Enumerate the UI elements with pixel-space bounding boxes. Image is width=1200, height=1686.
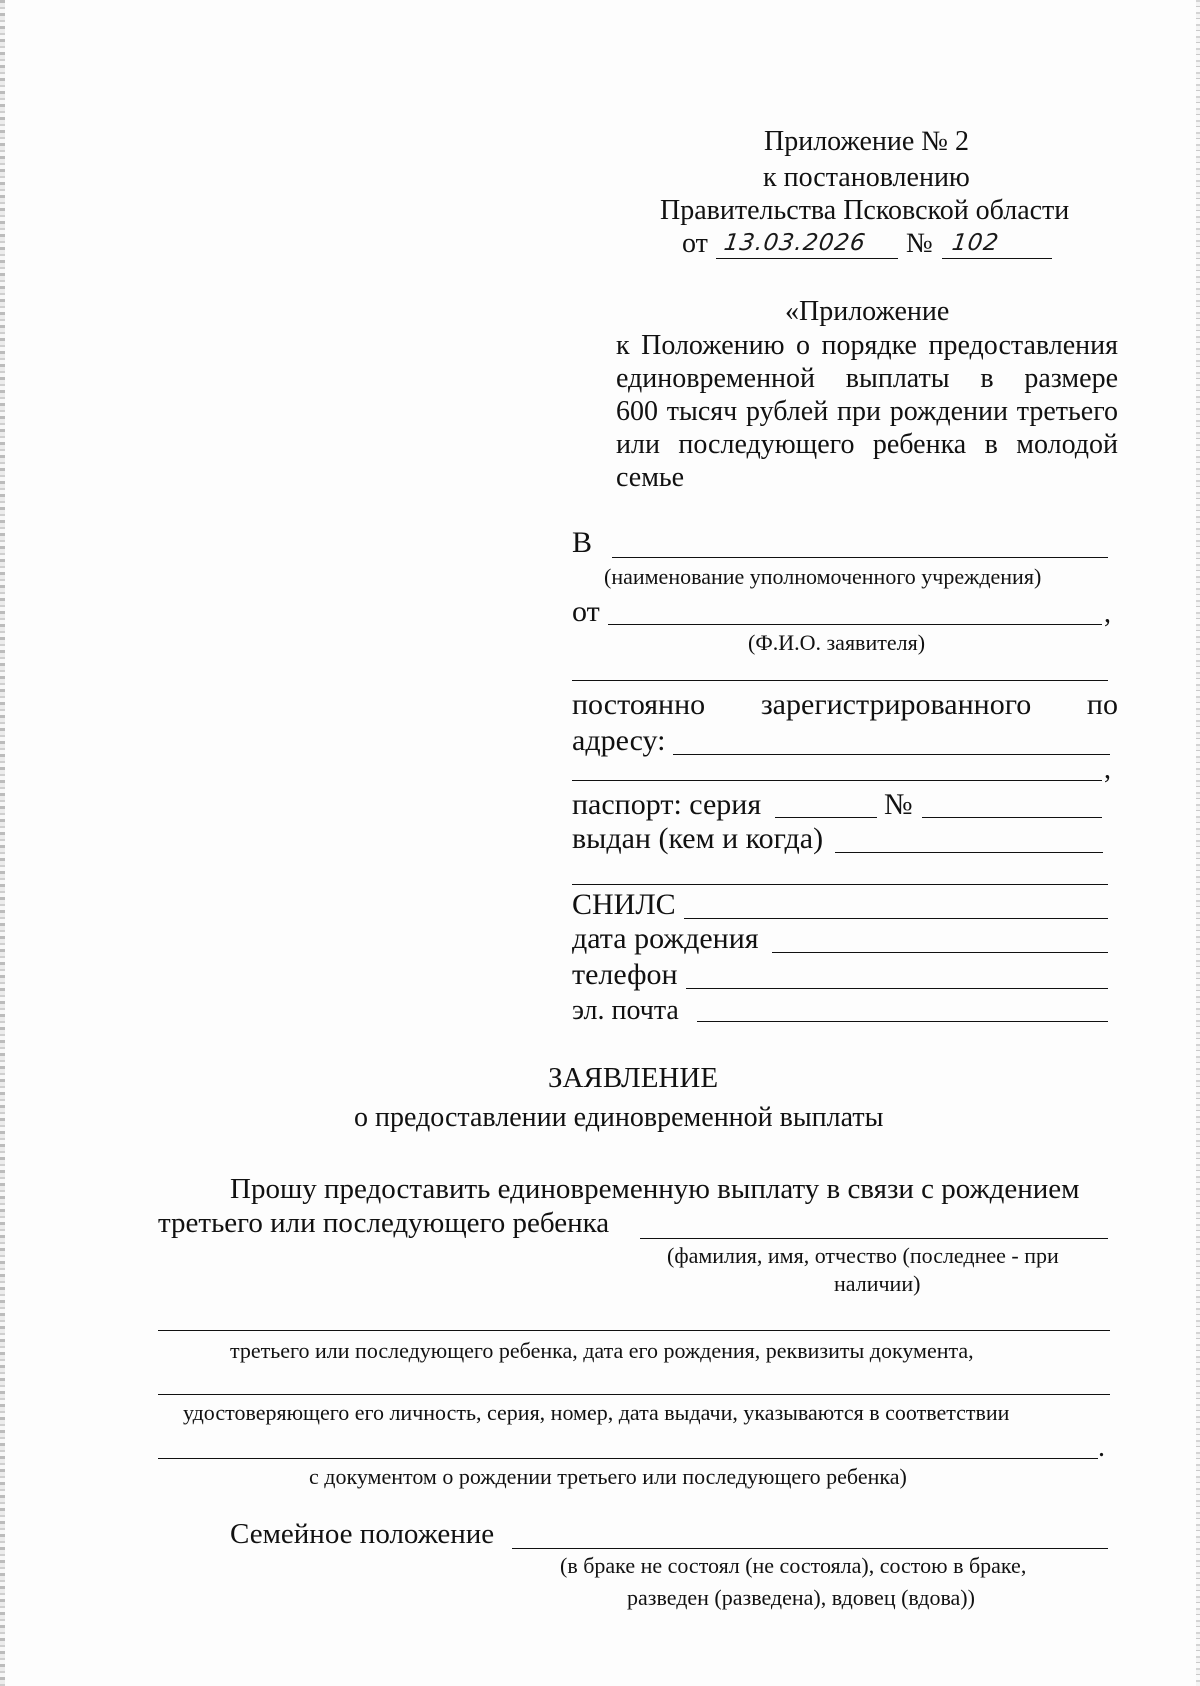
snils-field[interactable] — [684, 918, 1108, 919]
child-details-field-1[interactable] — [158, 1330, 1110, 1331]
sub-appendix-line-4: или последующего ребенка в молодой — [616, 429, 1118, 460]
address-field-continued[interactable] — [572, 780, 1102, 781]
child-details-caption-3: с документом о рождении третьего или последующего ребенка) — [309, 1464, 907, 1489]
passport-number-field[interactable] — [922, 817, 1102, 818]
sub-appendix-line-2: единовременной выплаты в размере — [616, 363, 1118, 394]
fio-caption: (Ф.И.О. заявителя) — [748, 630, 926, 655]
applicant-fio-field[interactable] — [608, 624, 1102, 625]
request-line-2: третьего или последующего ребенка — [158, 1207, 610, 1239]
birth-date-label: дата рождения — [572, 922, 759, 955]
number-handwritten: 102 — [950, 230, 1001, 256]
child-details-period: . — [1098, 1432, 1105, 1463]
child-details-field-3[interactable] — [158, 1458, 1098, 1459]
sub-appendix-line-5: семье — [616, 462, 685, 493]
child-details-caption-2: удостоверяющего его личность, серия, номер, дата выдачи, указываются в соответствии — [183, 1400, 1010, 1425]
marital-status-caption-1: (в браке не состоял (не состояла), состою в браке, — [560, 1553, 1027, 1578]
institution-field[interactable] — [612, 557, 1108, 558]
statement-subtitle: о предоставлении единовременной выплаты — [354, 1102, 884, 1133]
date-underline — [716, 258, 898, 259]
child-name-caption-2: наличии) — [834, 1271, 921, 1296]
number-sign: № — [906, 228, 933, 259]
request-line-1: Прошу предоставить единовременную выплату в связи с рождением — [230, 1173, 1080, 1205]
issued-field[interactable] — [835, 852, 1103, 853]
institution-caption: (наименование уполномоченного учреждения) — [604, 564, 1042, 589]
birth-date-field[interactable] — [772, 952, 1108, 953]
child-details-caption-1: третьего или последующего ребенка, дата его рождения, реквизиты документа, — [230, 1338, 974, 1363]
address-field[interactable] — [673, 754, 1110, 755]
address-comma: , — [1104, 754, 1111, 785]
marital-status-field[interactable] — [512, 1548, 1108, 1549]
sub-appendix-title: «Приложение — [785, 296, 950, 327]
child-details-field-2[interactable] — [158, 1394, 1110, 1395]
to-resolution: к постановлению — [763, 162, 970, 193]
sub-appendix-line-3: 600 тысяч рублей при рождении третьего — [616, 396, 1118, 427]
marital-status-caption-2: разведен (разведена), вдовец (вдова)) — [627, 1585, 975, 1610]
passport-number-sign: № — [884, 788, 913, 821]
child-name-caption-1: (фамилия, имя, отчество (последнее - при — [667, 1243, 1059, 1268]
government-name: Правительства Псковской области — [660, 195, 1070, 226]
snils-label: СНИЛС — [572, 888, 676, 921]
issued-field-continued[interactable] — [572, 884, 1108, 885]
child-name-field[interactable] — [640, 1238, 1108, 1239]
phone-field[interactable] — [686, 988, 1108, 989]
statement-title: ЗАЯВЛЕНИЕ — [548, 1062, 719, 1094]
number-underline — [942, 258, 1052, 259]
passport-series-field[interactable] — [775, 817, 877, 818]
marital-status-label: Семейное положение — [230, 1518, 495, 1550]
applicant-from-label: от — [572, 595, 600, 628]
from-label: от — [682, 228, 708, 259]
date-handwritten: 13.03.2026 — [722, 230, 868, 256]
address-label: адресу: — [572, 724, 666, 757]
scan-edge-left — [0, 0, 5, 1686]
scan-edge-right — [1196, 0, 1200, 1686]
sub-appendix-line-1: к Положению о порядке предоставления — [616, 330, 1118, 361]
to-label: В — [572, 526, 593, 559]
registered-line: постоянно зарегистрированного по — [572, 688, 1118, 721]
appendix-title: Приложение № 2 — [764, 126, 969, 157]
email-label: эл. почта — [572, 995, 679, 1026]
email-field[interactable] — [697, 1021, 1108, 1022]
phone-label: телефон — [572, 958, 678, 991]
fio-field-continued[interactable] — [572, 680, 1108, 681]
passport-series-label: паспорт: серия — [572, 788, 762, 821]
issued-label: выдан (кем и когда) — [572, 822, 824, 855]
fio-comma: , — [1104, 598, 1111, 629]
